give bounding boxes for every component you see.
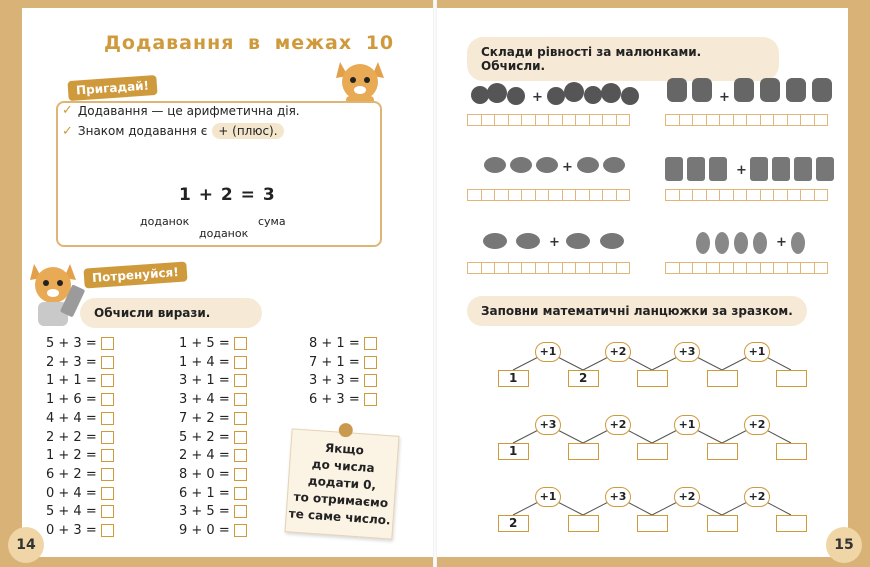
chain-operation: +2: [744, 487, 770, 507]
check-icon: ✓: [62, 123, 73, 139]
page-title: Додавання в межах 10: [104, 32, 395, 54]
chain-box[interactable]: [707, 515, 738, 532]
svg-text:+: +: [736, 163, 747, 178]
chain-box[interactable]: 2: [568, 370, 599, 387]
expression-text: 3 + 4 =: [179, 392, 230, 408]
chain-operation: +3: [535, 415, 561, 435]
page-number-left: 14: [8, 527, 44, 563]
expression-text: 2 + 3 =: [46, 354, 97, 370]
expression-text: 6 + 1 =: [179, 485, 230, 501]
expression-text: 2 + 4 =: [179, 448, 230, 464]
term-addend-2: доданок: [199, 227, 249, 240]
chain-box: 1: [498, 370, 529, 387]
chain-box[interactable]: [707, 370, 738, 387]
chain-operation: +1: [744, 342, 770, 362]
svg-text:+: +: [776, 235, 787, 250]
expression-text: 7 + 2 =: [179, 410, 230, 426]
expression-text: 4 + 4 =: [46, 410, 97, 426]
rule-1-text: Додавання — це арифметична дія.: [77, 103, 300, 118]
chain-box[interactable]: [568, 443, 599, 460]
chain-operation: +2: [605, 415, 631, 435]
expression-text: 3 + 5 =: [179, 504, 230, 520]
expression-text: 7 + 1 =: [309, 354, 360, 370]
svg-text:+: +: [719, 90, 730, 105]
chain-operation: +3: [605, 487, 631, 507]
chain-box: 2: [498, 515, 529, 532]
expression-text: 0 + 4 =: [46, 485, 97, 501]
chain-operation: +2: [605, 342, 631, 362]
chain-operation: +1: [535, 342, 561, 362]
chain-box[interactable]: [568, 515, 599, 532]
practice-tag: Потренуйся!: [83, 261, 187, 288]
expression-text: 5 + 3 =: [46, 336, 97, 351]
chain-operation: +3: [674, 342, 700, 362]
task1-instruction: Склади рівності за малюнками. Обчисли.: [467, 37, 779, 81]
note-line: до числа: [311, 456, 376, 476]
expression-text: 3 + 3 =: [309, 373, 360, 389]
chain-box[interactable]: [637, 443, 668, 460]
expression-text: 6 + 2 =: [46, 466, 97, 482]
expression-text: 3 + 1 =: [179, 373, 230, 389]
chain-operation: +2: [674, 487, 700, 507]
chain-operation: +2: [744, 415, 770, 435]
chain-box[interactable]: [637, 515, 668, 532]
expression-text: 9 + 0 =: [179, 523, 230, 538]
chain-box[interactable]: [776, 443, 807, 460]
expression-text: 6 + 3 =: [309, 392, 360, 408]
example-equation: 1 + 2 = 3: [179, 185, 275, 205]
expression-text: 1 + 1 =: [46, 373, 97, 389]
expression-text: 1 + 5 =: [179, 336, 230, 351]
expression-text: 0 + 3 =: [46, 523, 97, 538]
chain-box: 1: [498, 443, 529, 460]
chain-operation: +1: [674, 415, 700, 435]
svg-text:+: +: [532, 90, 543, 105]
expression-text: 1 + 6 =: [46, 392, 97, 408]
term-sum: сума: [258, 215, 286, 228]
expression-text: 1 + 4 =: [179, 354, 230, 370]
remember-tag: Пригадай!: [67, 75, 157, 101]
term-addend-1: доданок: [140, 215, 190, 228]
note-line: то отримаємо: [293, 489, 389, 511]
chain-box[interactable]: [707, 443, 738, 460]
expression-text: 8 + 1 =: [309, 336, 360, 351]
note-line: те саме число.: [288, 506, 392, 528]
left-instruction: Обчисли вирази.: [80, 298, 262, 328]
rule-2-text: Знаком додавання є: [77, 124, 208, 138]
chain-box[interactable]: [637, 370, 668, 387]
note-line: додати 0,: [307, 473, 377, 493]
expression-text: 2 + 2 =: [46, 429, 97, 445]
chain-operation: +1: [535, 487, 561, 507]
expression-text: 1 + 2 =: [46, 448, 97, 464]
chain-box[interactable]: [776, 370, 807, 387]
svg-text:+: +: [549, 235, 560, 250]
note-line: Якщо: [324, 440, 365, 458]
svg-text:+: +: [562, 160, 573, 175]
expression-text: 5 + 2 =: [179, 429, 230, 445]
chain-box[interactable]: [776, 515, 807, 532]
task2-instruction: Заповни математичні ланцюжки за зразком.: [467, 296, 807, 326]
expression-text: 8 + 0 =: [179, 466, 230, 482]
plus-sign-highlight: + (плюс).: [212, 123, 283, 139]
expression-text: 5 + 4 =: [46, 504, 97, 520]
check-icon: ✓: [62, 103, 73, 118]
page-number-right: 15: [826, 527, 862, 563]
